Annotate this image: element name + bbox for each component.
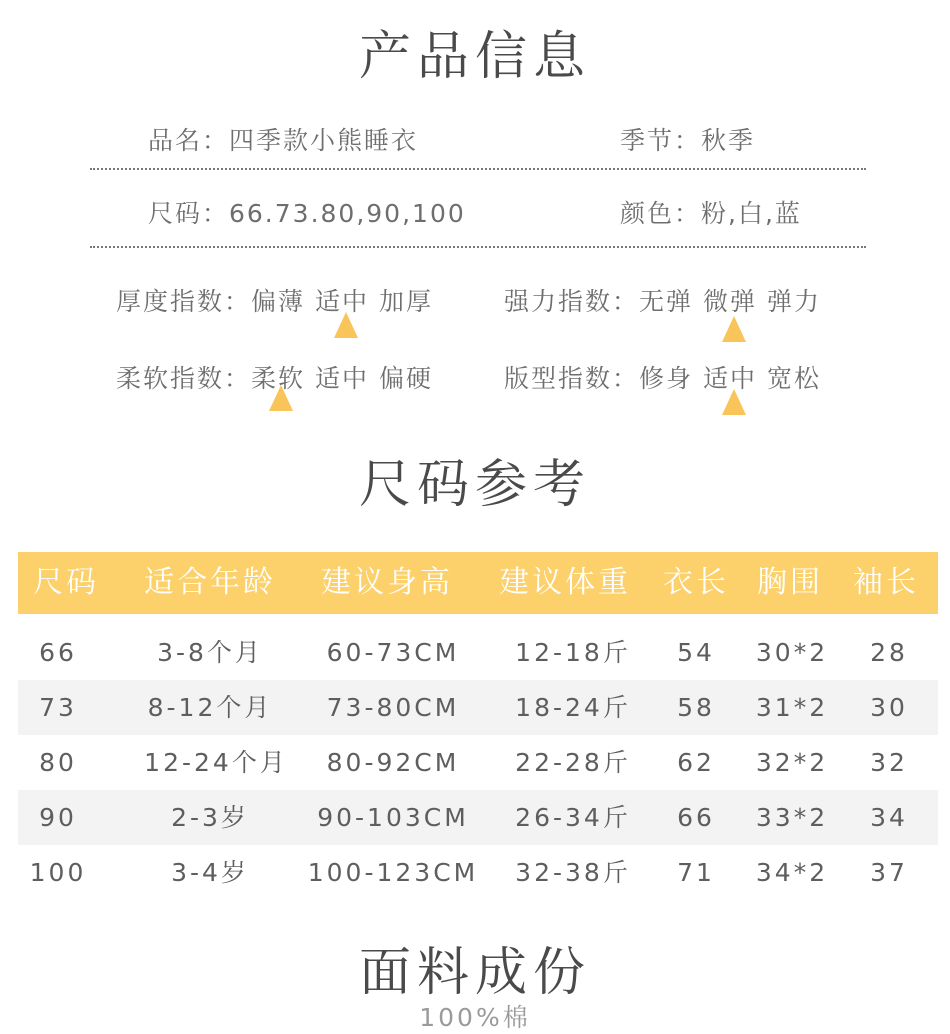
cell-sleeve: 34 (870, 803, 908, 832)
cell-sleeve: 37 (870, 858, 908, 887)
cell-sleeve: 28 (870, 638, 908, 667)
softness-option: 适中 (315, 364, 370, 393)
softness-option: 柔软 (251, 364, 306, 393)
cell-chest: 33*2 (755, 803, 829, 832)
product-name: 品名：四季款小熊睡衣 (148, 126, 419, 155)
product-sizes: 尺码：66.73.80,90,100 (148, 199, 466, 228)
cell-chest: 31*2 (755, 693, 829, 722)
cell-size: 100 (29, 858, 87, 887)
col-header-weight: 建议体重 (499, 565, 631, 600)
fabric-title: 面料成份 (358, 943, 591, 1003)
cell-length: 54 (677, 638, 715, 667)
col-header-chest: 胸围 (757, 565, 823, 600)
cell-size: 66 (39, 638, 77, 667)
cell-length: 66 (677, 803, 715, 832)
cell-size: 90 (39, 803, 77, 832)
softness-label: 柔软指数： (116, 364, 252, 393)
cell-weight: 18-24斤 (515, 693, 631, 722)
fit-index (504, 359, 831, 395)
col-header-sleeve: 袖长 (853, 565, 919, 600)
col-header-height: 建议身高 (321, 565, 453, 600)
size-reference-title: 尺码参考 (358, 455, 591, 515)
cell-age: 12-24个月 (144, 748, 288, 777)
elasticity-label: 强力指数： (504, 287, 640, 316)
thickness-option: 偏薄 (251, 287, 306, 316)
cell-age: 3-8个月 (157, 638, 263, 667)
softness-marker-icon (269, 385, 293, 411)
cell-size: 80 (39, 748, 77, 777)
cell-chest: 34*2 (755, 858, 829, 887)
table-row (18, 735, 938, 790)
fabric-content: 100%棉 (419, 1003, 531, 1032)
thickness-label: 厚度指数： (116, 287, 252, 316)
cell-height: 80-92CM (326, 748, 460, 777)
cell-length: 58 (677, 693, 715, 722)
cell-height: 90-103CM (317, 803, 469, 832)
table-row (18, 680, 938, 735)
cell-weight: 22-28斤 (515, 748, 631, 777)
elasticity-option: 无弹 (639, 287, 694, 316)
col-header-size: 尺码 (33, 565, 99, 600)
thickness-option: 加厚 (379, 287, 434, 316)
fit-option: 宽松 (767, 364, 822, 393)
cell-chest: 30*2 (755, 638, 829, 667)
elasticity-marker-icon (722, 316, 746, 342)
fit-option: 修身 (639, 364, 694, 393)
col-header-length: 衣长 (663, 565, 729, 600)
elasticity-index (504, 282, 831, 318)
cell-age: 8-12个月 (147, 693, 273, 722)
thickness-option: 适中 (315, 287, 370, 316)
cell-sleeve: 30 (870, 693, 908, 722)
divider (90, 246, 866, 248)
cell-size: 73 (39, 693, 77, 722)
elasticity-option: 微弹 (703, 287, 758, 316)
thickness-index (116, 282, 443, 318)
col-header-age: 适合年龄 (144, 565, 276, 600)
softness-option: 偏硬 (379, 364, 434, 393)
table-row (18, 790, 938, 845)
cell-weight: 12-18斤 (515, 638, 631, 667)
product-season: 季节：秋季 (620, 126, 756, 155)
size-table-header (18, 552, 938, 614)
cell-sleeve: 32 (870, 748, 908, 777)
fit-marker-icon (722, 389, 746, 415)
cell-height: 100-123CM (307, 858, 479, 887)
fit-label: 版型指数： (504, 364, 640, 393)
fit-option: 适中 (703, 364, 758, 393)
divider (90, 168, 866, 170)
cell-length: 62 (677, 748, 715, 777)
elasticity-option: 弹力 (767, 287, 822, 316)
cell-height: 60-73CM (326, 638, 460, 667)
product-info-title: 产品信息 (358, 27, 591, 87)
cell-age: 3-4岁 (171, 858, 249, 887)
table-row (18, 625, 938, 680)
product-colors: 颜色：粉,白,蓝 (620, 199, 802, 228)
cell-height: 73-80CM (326, 693, 460, 722)
cell-weight: 32-38斤 (515, 858, 631, 887)
thickness-marker-icon (334, 312, 358, 338)
cell-age: 2-3岁 (171, 803, 249, 832)
table-row (18, 845, 938, 900)
cell-length: 71 (677, 858, 715, 887)
cell-chest: 32*2 (755, 748, 829, 777)
cell-weight: 26-34斤 (515, 803, 631, 832)
